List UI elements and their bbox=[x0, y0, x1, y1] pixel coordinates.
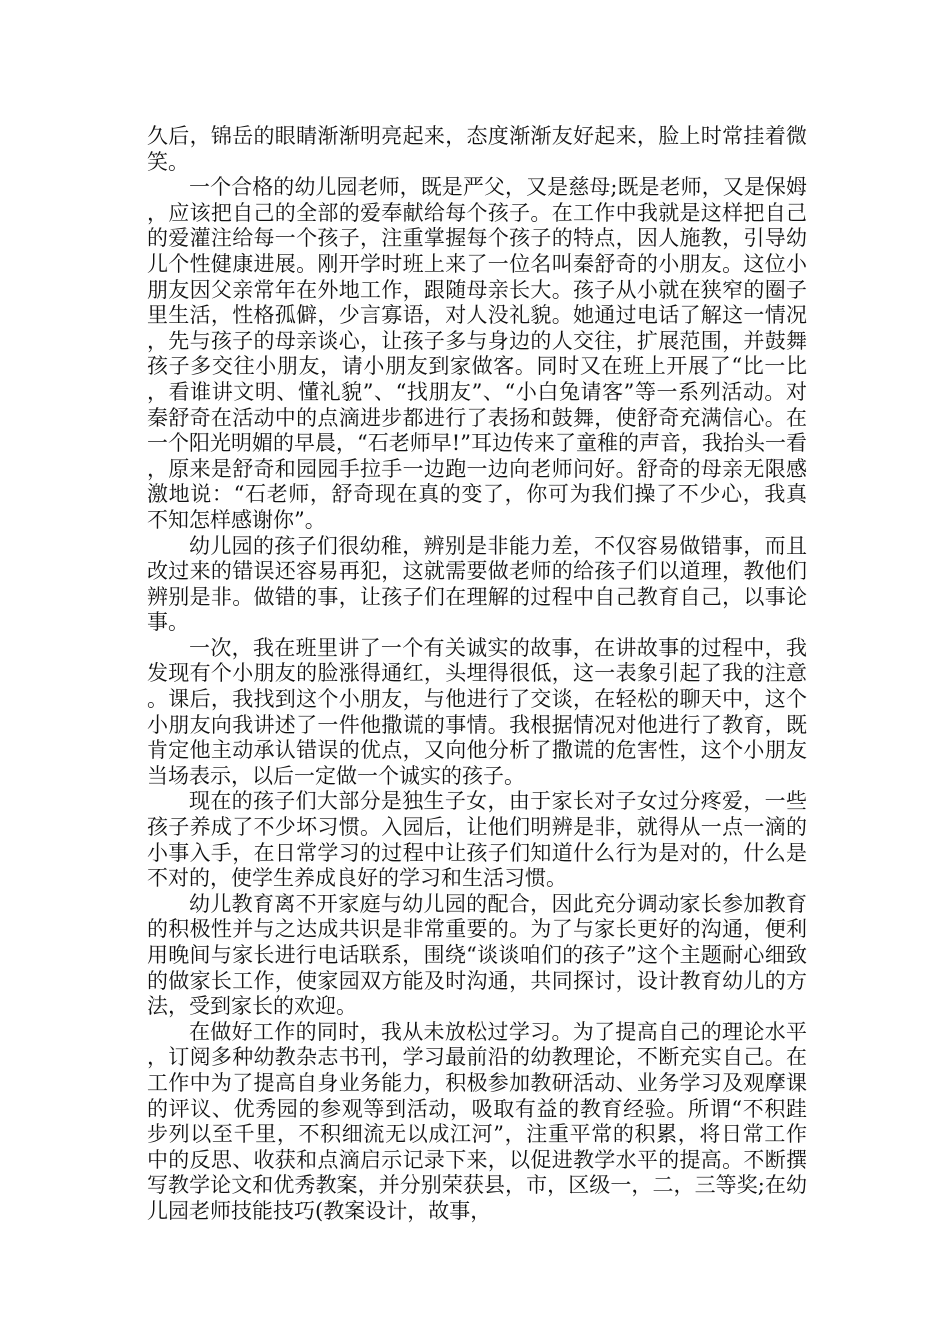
paragraph-continuation: 久后，锦岳的眼睛渐渐明亮起来，态度渐渐友好起来，脸上时常挂着微笑。 bbox=[147, 124, 807, 174]
document-body bbox=[147, 124, 807, 1225]
paragraph-qualified-teacher: 一个合格的幼儿园老师，既是严父，又是慈母;既是老师，又是保姆，应该把自己的全部的爱奉献给每个孩子。在工作中我就是这样把自己的爱灌注给每一个孩子，注重掌握每个孩子的特点，因人施教，引导幼儿个性健康进展。刚开学时班上来了一位名叫秦舒奇的小朋友。这位小朋友因父亲常年在外地工作，跟随母亲长大。孩子从小就在狭窄的圈子里生活，性格孤僻，少言寡语，对人没礼貌。她通过电话了解这一情况，先与孩子的母亲谈心，让孩子多与身边的人交往，扩展范围，并鼓舞孩子多交往小朋友，请小朋友到家做客。同时又在班上开展了“比一比，看谁讲文明、懂礼貌”、“找朋友”、“小白兔请客”等一系列活动。对秦舒奇在活动中的点滴进步都进行了表扬和鼓舞，使舒奇充满信心。在一个阳光明媚的早晨，“石老师早!”耳边传来了童稚的声音，我抬头一看，原来是舒奇和园园手拉手一边跑一边向老师问好。舒奇的母亲无限感激地说：“石老师，舒奇现在真的变了，你可为我们操了不少心，我真不知怎样感谢你”。 bbox=[147, 175, 807, 532]
paragraph-right-and-wrong: 幼儿园的孩子们很幼稚，辨别是非能力差，不仅容易做错事，而且改过来的错误还容易再犯，这就需要做老师的给孩子们以道理，教他们辨别是非。做错的事，让孩子们在理解的过程中自己教育自己，以事论事。 bbox=[147, 533, 807, 635]
paragraph-continuous-learning: 在做好工作的同时，我从未放松过学习。为了提高自己的理论水平，订阅多种幼教杂志书刊，学习最前沿的幼教理论，不断充实自己。在工作中为了提高自身业务能力，积极参加教研活动、业务学习及观摩课的评议、优秀园的参观等到活动，吸取有益的教育经验。所谓“不积跬步列以至千里，不积细流无以成江河”，注重平常的积累，将日常工作中的反思、收获和点滴启示记录下来，以促进教学水平的提高。不断撰写教学论文和优秀教案，并分别荣获县，市，区级一，二，三等奖;在幼儿园老师技能技巧(教案设计，故事， bbox=[147, 1019, 807, 1223]
paragraph-home-school-cooperation: 幼儿教育离不开家庭与幼儿园的配合，因此充分调动家长参加教育的积极性并与之达成共识是非常重要的。为了与家长更好的沟通，便利用晚间与家长进行电话联系，围绕“谈谈咱们的孩子”这个主题耐心细致的做家长工作，使家园双方能及时沟通，共同探讨，设计教育幼儿的方法，受到家长的欢迎。 bbox=[147, 891, 807, 1019]
paragraph-honesty-story: 一次，我在班里讲了一个有关诚实的故事，在讲故事的过程中，我发现有个小朋友的脸涨得通红，头埋得很低，这一表象引起了我的注意。课后，我找到这个小朋友，与他进行了交谈，在轻松的聊天中，这个小朋友向我讲述了一件他撒谎的事情。我根据情况对他进行了教育，既肯定他主动承认错误的优点，又向他分析了撒谎的危害性，这个小朋友当场表示，以后一定做一个诚实的孩子。 bbox=[147, 635, 807, 788]
paragraph-good-habits: 现在的孩子们大部分是独生子女，由于家长对子女过分疼爱，一些孩子养成了不少坏习惯。入园后，让他们明辨是非，就得从一点一滴的小事入手，在日常学习的过程中让孩子们知道什么行为是对的，什么是不对的，使学生养成良好的学习和生活习惯。 bbox=[147, 789, 807, 891]
